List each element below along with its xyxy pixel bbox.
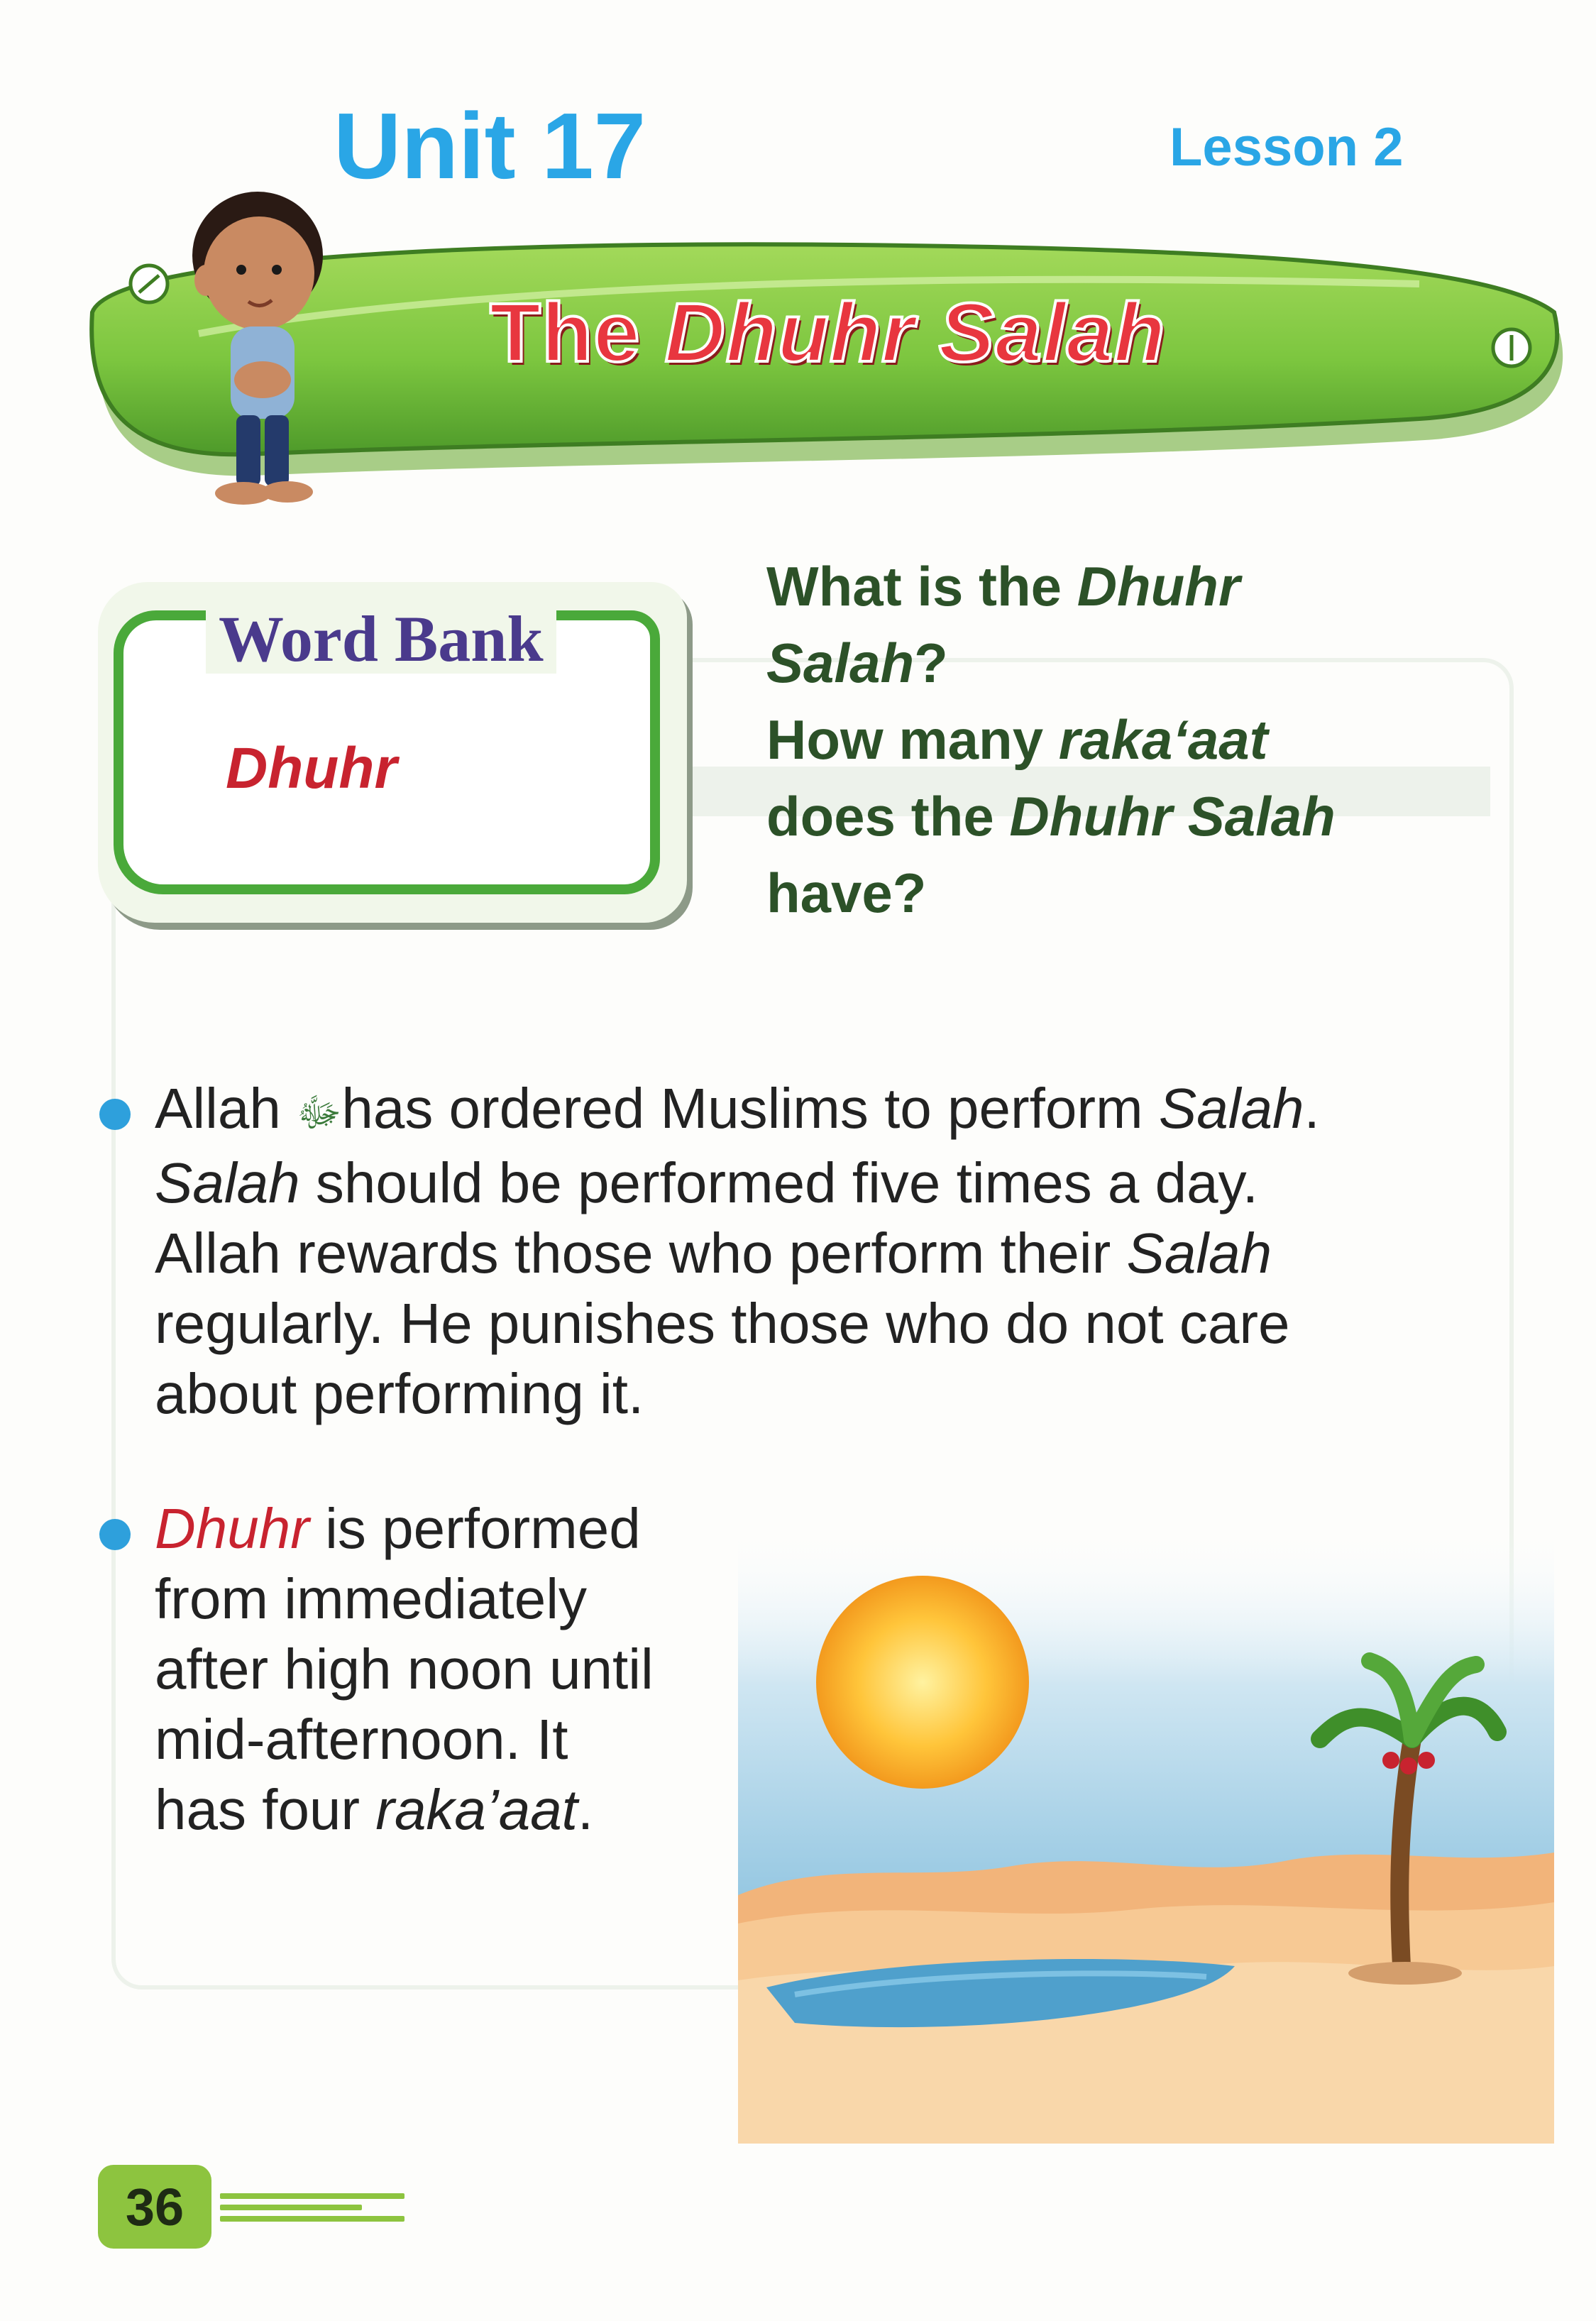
question-2: How many raka‘aat does the Dhuhr Salah have? xyxy=(766,708,1336,924)
lesson-title xyxy=(490,286,1412,380)
word-bank-heading: Word Bank xyxy=(206,605,556,674)
honorific-glyph: ﷻ xyxy=(297,1090,342,1136)
question-1: What is the Dhuhr Salah? xyxy=(766,555,1240,694)
paragraph-salah-obligation: Allah ﷻhas ordered Muslims to perform Salah. Salah should be performed five times a day. Allah rewards those who perform their Salah regularly. He punishes those who do not care about performing it. xyxy=(155,1077,1320,1426)
paragraph-dhuhr-timing: Dhuhr is performed from immediately after high noon until mid-afternoon. It has four raka’aat. xyxy=(155,1497,654,1841)
lesson-title-italic: Dhuhr Salah xyxy=(664,286,1166,380)
lesson-label: Lesson 2 xyxy=(1170,117,1404,177)
page-number: 36 xyxy=(98,2165,211,2249)
lesson-title-plain: The xyxy=(490,286,665,380)
bullet-icon xyxy=(99,1519,131,1550)
unit-title: Unit 17 xyxy=(334,94,646,198)
bullet-icon xyxy=(99,1099,131,1130)
word-bank-term: Dhuhr xyxy=(226,736,397,801)
desert-oasis-illustration xyxy=(738,1526,1554,2144)
boy-illustration xyxy=(181,188,344,515)
lesson-questions xyxy=(766,548,1547,931)
page-number-rule xyxy=(220,2193,404,2227)
